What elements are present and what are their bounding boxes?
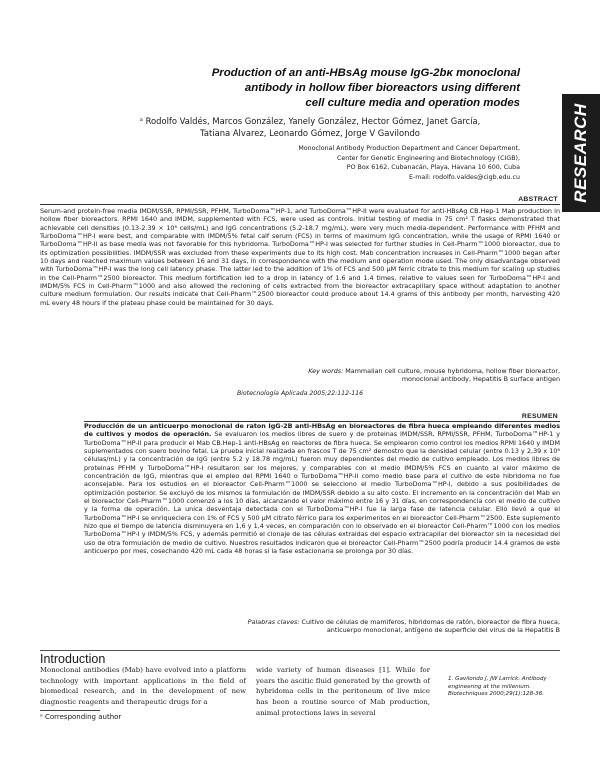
title-line-3: cell culture media and operation modes bbox=[305, 97, 520, 109]
authors-line-1: ᵃ Rodolfo Valdés, Marcos González, Yanely González, Hector Gómez, Janet García, bbox=[139, 116, 481, 126]
abstract-text: Serum-and protein-free media IMDM/SSR, RPMI/SSR, PFHM, TurboDoma™HP-1, and TurboDoma™HP-II were evaluated for anti-HBsAg CB.Hep-1 Mab production in hollow fiber bioreactors. RPMI 1640 and IMDM, supplemented with FCS, were used as controls. Initial testing of media in 75 cm² T flasks demonstrated that achievable cell densities (0.13-2.39 × 10⁶ cells/mL) and IgG concentrations (5.2-18.7 mg/mL), were very much media-dependent. Performance with PFHM and TurboDoma™HP-I were best, and comparable with IMDM/5% fetal calf serum (FCS) in terms of maximum IgG concentration, while the usage of RPMI 1640 or TurboDoma™HP-II as base media was not favorable for this hybridoma. TurboDoma™HP-I was selected for further studies in Cell-Pharm™1000 bioreactor, due to its optimization possibilities. IMDM/SSR was excluded from these experiments due to its high cost. Mab concentration increases in Cell-Pharm™1000 began after 10 days and reached maximum values between 16 and 31 days, in correspondence with the medium and operation mode used. The only disadvantage observed with TurboDoma™HP-I was the long cell latency phase. The latter led to the addition of 1% of FCS and 500 μM ferric citrate to this medium for scaling up studies in the Cell-Pharm™2500 bioreactor. This medium fortification led to a drop in latency of 1.6 and 1.4 times, relative to values seen for TurboDoma™HP-I and IMDM/5% FCS in Cell-Pharm™1000 and also allowed the recloning of cells extracted from the bioreactor extracapillary space without adaptation to another culture medium formulation. Our results indicate that Cell-Pharm™2500 bioreactor could produce about 14.4 grams of this antibody per month, harvesting 420 mL every 48 hours if the plateau phase could be maintained for 30 days. bbox=[40, 207, 560, 307]
article-title bbox=[70, 66, 520, 111]
palabras-line-2: anticuerpo monoclonal, antígeno de superficie del virus de la Hepatitis B bbox=[326, 626, 560, 635]
palabras-label: Palabras claves: bbox=[247, 618, 300, 626]
intro-column-2: wide variety of human diseases [1]. While for years the ascitic fluid generated by the growth of hybridoma cells in the peritoneum of live mice has been a routine source of Mab production, animal protections laws in several bbox=[256, 666, 430, 717]
keywords-label: Key words: bbox=[308, 367, 344, 375]
corresponding-author-note: ᵃ Corresponding author bbox=[40, 713, 122, 721]
keywords-text-1: Mammalian cell culture, mouse hybridoma, hollow fiber bioreactor, bbox=[345, 367, 560, 375]
resumen-heading: RESUMEN bbox=[521, 413, 558, 420]
palabras-line-1 bbox=[120, 618, 560, 626]
margin-reference: 1. Gavilondo J, JW Larrick. Antibody engineering at the millenium. Biotechniques 2000;29(1):128-36. bbox=[448, 676, 547, 698]
keywords-line-1 bbox=[160, 367, 560, 375]
resumen-title: Producción de un anticuerpo monoclonal de raton IgG-2B anti-HBsAg en bioreactores de fibra hueca empleando diferentes medios de cultivos y modos de operación. bbox=[84, 422, 560, 439]
abstract-heading: ABSTRACT bbox=[518, 196, 558, 203]
author-list bbox=[100, 115, 520, 139]
resumen-text bbox=[84, 422, 560, 556]
title-line-1: Production of an anti-HBsAg mouse IgG-2bκ monoclonal bbox=[211, 67, 520, 79]
section-tab bbox=[562, 94, 600, 212]
affiliation-email: E-mail: rodolfo.valdes@cigb.edu.cu bbox=[408, 173, 520, 181]
intro-column-1: Monoclonal antibodies (Mab) have evolved into a platform technology with important applications in the field of biomedical research, and in the development of new diagnostic reagents and therapeutic drugs for a bbox=[40, 666, 246, 707]
keywords-line-2: monoclonal antibody, Hepatitis B surface antigen bbox=[401, 375, 560, 384]
keywords bbox=[160, 367, 560, 384]
authors-line-2: Tatiana Alvarez, Leonardo Gómez, Jorge V Gavilondo bbox=[200, 128, 420, 138]
intro-divider bbox=[40, 650, 560, 651]
intro-heading: Introduction bbox=[40, 652, 106, 666]
resumen-body: Se evaluaron los medios libres de suero y de proteinas IMDM/SSR, RPMI/SSR, PFHM, TurboDoma™HP-1 y TurboDoma™HP-II para producir el Mab CB.Hep-1 anti-HBsAg en reactores de fibra hueca. Se emplearon como control los medios RPMI 1640 y IMDM suplementados con suero bovino fetal. La prueba inicial realizada en frascos T de 75 cm² demostro que la densidad celular (entre 0.13 y 2,39 x 10⁶ células/mL) y la concentración de IgG (entre 5.2 y 18.78 mg/mL) fueron muy dependientes del medio de cultivo empleado. Los medios libres de proteinas PFHM y TurboDoma™HP-I resultaron ser los mejores, y comparables con el medio IMDM/5% FCS en cuanto al valor máximo de concentración de IgG, mientras que el empleo del RPMI 1640 o TurboDoma™HP-II como medio base para el cultivo de este hibridoma no fue aconsejable. Para los estudios en el bioreactor Cell-Pharm™1000 se selecciono el medio TurboDoma™HP-I, debido a sus posibilidades de optimización posterior. Se excluyó de los mismos la formulación de IMDM/SSR debido a su alto costo. El incremento en la concentración del Mab en el bioreactor Cell-Pharm™1000 comenzó a los 10 días, alcanzando el valor máximo entre 16 y 31 días, en correspondencia con el medio de cultivo y la forma de operación. La unica desventaja detectada con el TurboDoma™HP-I fue la larga fase de latencia celular. Ello llevó a que el TurboDoma™HP-I se enriqueciera con 1% of FCS y 500 μM citrato férrico para los experimentos en el bioreactor Cell-Pharm™2500. Este suplemento hizo que el tiempo de latencia disminuyera en 1,6 y 1,4 veces, en comparación con lo observado en el bioreactor Cell-Pharm™1000 con los medios TurboDoma™HP-I y IMDM/5% FCS, y además permitió el clonaje de las células extraidas del espacio extracapilar del bioreactor sin la necesidad del uso de otra formulación de medio de cultivo. Nuestros resultados indicaron que el bioreactor Cell-Pharm™2500 podría producir 14.4 gramos de este anticuerpo por mes, cosechando 420 mL cada 48 horas si la fase estacionaria se prolonga por 30 días. bbox=[84, 430, 560, 556]
title-line-2: antibody in hollow fiber bioreactors using different bbox=[244, 82, 520, 94]
footnote-divider bbox=[40, 710, 100, 711]
section-tab-label: RESEARCH bbox=[571, 103, 590, 203]
affiliation bbox=[150, 144, 520, 182]
affiliation-line-2: Center for Genetic Engineering and Biotechnology (CIGB), bbox=[336, 154, 520, 162]
affiliation-line-3: PO Box 6162, Cubanacán, Playa, Havana 10 600, Cuba bbox=[346, 164, 520, 172]
affiliation-line-1: Monoclonal Antibody Production Department and Cancer Department, bbox=[298, 145, 520, 152]
abstract-divider bbox=[40, 204, 560, 205]
palabras-claves bbox=[120, 618, 560, 635]
journal-citation: Biotecnología Aplicada 2005;22:112-116 bbox=[236, 390, 364, 397]
palabras-text-1: Cultivo de células de mamiferos, hibridomas de ratón, bioreactor de fibra hueca, bbox=[301, 618, 560, 626]
